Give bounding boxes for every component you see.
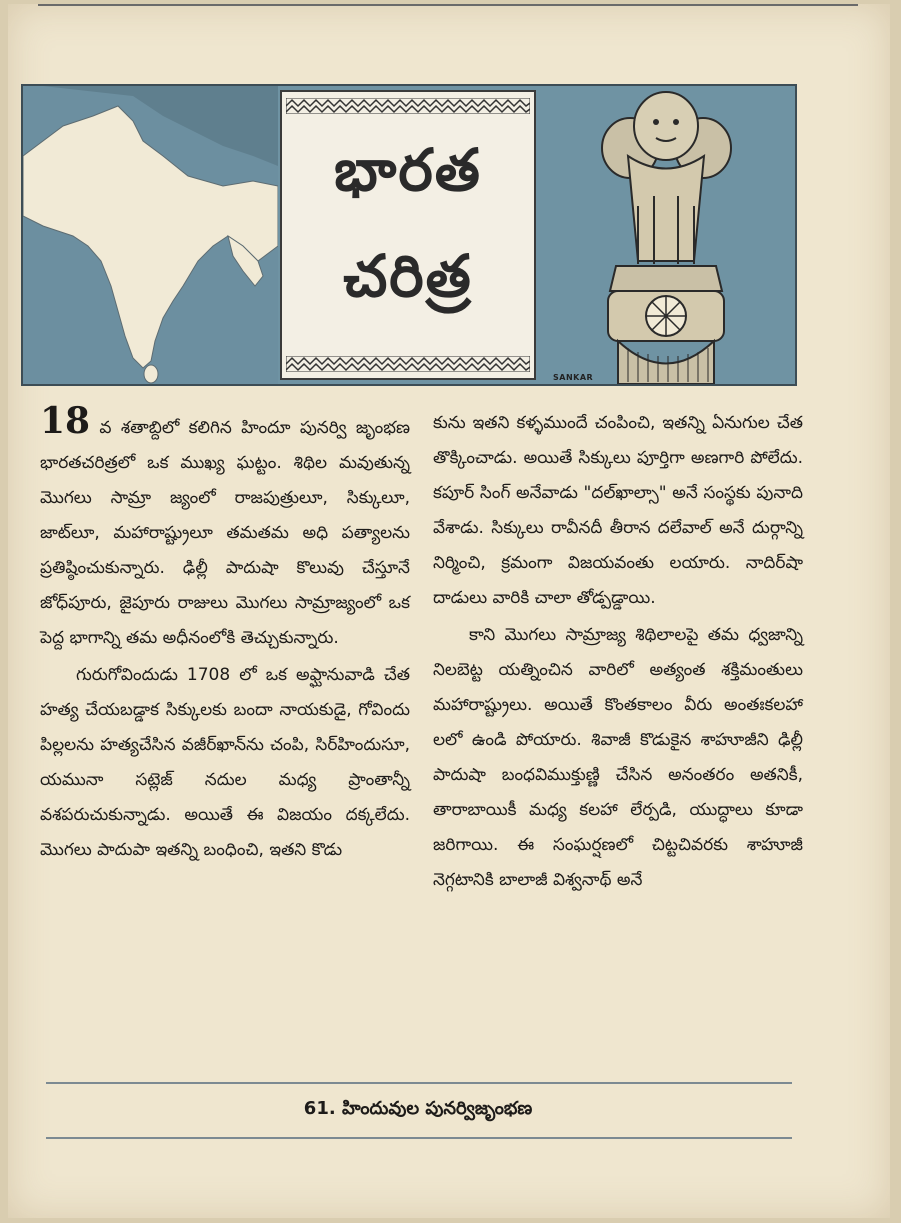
title-word-bharata: భారత [334,136,482,204]
footer-rule-bottom [46,1137,792,1139]
right-text-column [433,406,803,898]
decorative-border-bottom [286,356,530,372]
artist-signature: SANKAR [553,373,594,382]
drop-number: 18 [40,400,91,442]
title-panel [280,90,536,380]
lion-capital-emblem [538,86,795,384]
india-map-illustration [23,86,278,384]
top-edge-line [38,4,858,6]
decorative-border-top [286,98,530,114]
footer-rule-top [46,1082,792,1084]
header-banner [21,84,797,386]
book-page [8,4,890,1218]
title-word-charitra: చరిత్ర [343,242,473,310]
lion-capital-icon [538,86,795,384]
page-caption: 61. హిందువుల పునర్విజృంభణ [303,1098,533,1119]
paragraph-2: గురుగోవిందుడు 1708 లో ఒక అఫ్ఘానువాడి చేత హత్య చేయబడ్డాక సిక్కులకు బందా నాయకుడై, గోవిందు పిల్లలను హత్యచేసిన వజీర్‌ఖాన్‌ను చంపి, సిర్‌హిందుసూ, యమునా సట్లెజ్ నదుల మధ్య ప్రాంతాన్నీ వశపరుచుకున్నాడు. అయితే ఈ విజయం దక్కలేదు. మొగలు పాదుపా ఇతన్ని బంధించి, ఇతని కొడు [40,665,410,860]
paragraph-1 [40,400,410,656]
paragraph-3: కును ఇతని కళ్ళముందే చంపించి, ఇతన్ని ఏనుగుల చేత తొక్కించాడు. అయితే సిక్కులు పూర్తిగా అణగారి పోలేదు. కపూర్ సింగ్ అనేవాడు "దల్‌ఖాల్సా" అనే సంస్థకు పునాది వేశాడు. సిక్కులు రావీనదీ తీరాన దలేవాల్ అనే దుర్గాన్ని నిర్మించి, క్రమంగా విజయవంతు లయారు. నాదిర్‌షా దాడులు వారికి చాలా తోడ్పడ్డాయి. [433,413,803,608]
paragraph-1-text: వ శతాబ్దిలో కలిగిన హిందూ పునర్వి జృంభణ భారతచరిత్రలో ఒక ముఖ్య ఘట్టం. శిథిల మవుతున్న మొగలు సామ్రా జ్యంలో రాజపుత్రులూ, సిక్కులూ, జాట్‌లూ, మహారాష్ట్రులూ తమతమ అధి పత్యాలను ప్రతిష్ఠించుకున్నారు. ఢిల్లీ పాదుషా కొలువు చేస్తూనే జోధ్‌పూరు, జైపూరు రాజులు మొగలు సామ్రాజ్యంలో ఒక పెద్ద భాగాన్ని తమ అధీనంలోకి తెచ్చుకున్నారు. [40,418,410,648]
paragraph-4: కాని మొగలు సామ్రాజ్య శిథిలాలపై తమ ధ్వజాన్ని నిలబెట్ట యత్నించిన వారిలో అత్యంత శక్తిమంతులు మహారాష్ట్రులు. అయితే కొంతకాలం వీరు అంతఃకలహా లలో ఉండి పోయారు. శివాజీ కొడుకైన శాహూజీని ఢిల్లీ పాదుషా బంధవిముక్తుణ్ణి చేసిన అనంతరం అతనికీ, తారాబాయికీ మధ్య కలహా లేర్పడి, యుద్ధాలు కూడా జరిగాయి. ఈ సంఘర్షణలో చిట్టచివరకు శాహూజీ నెగ్గటానికి బాలాజీ విశ్వనాథ్ అనే [433,625,803,890]
left-text-column [40,400,410,868]
india-map-icon [23,86,278,384]
